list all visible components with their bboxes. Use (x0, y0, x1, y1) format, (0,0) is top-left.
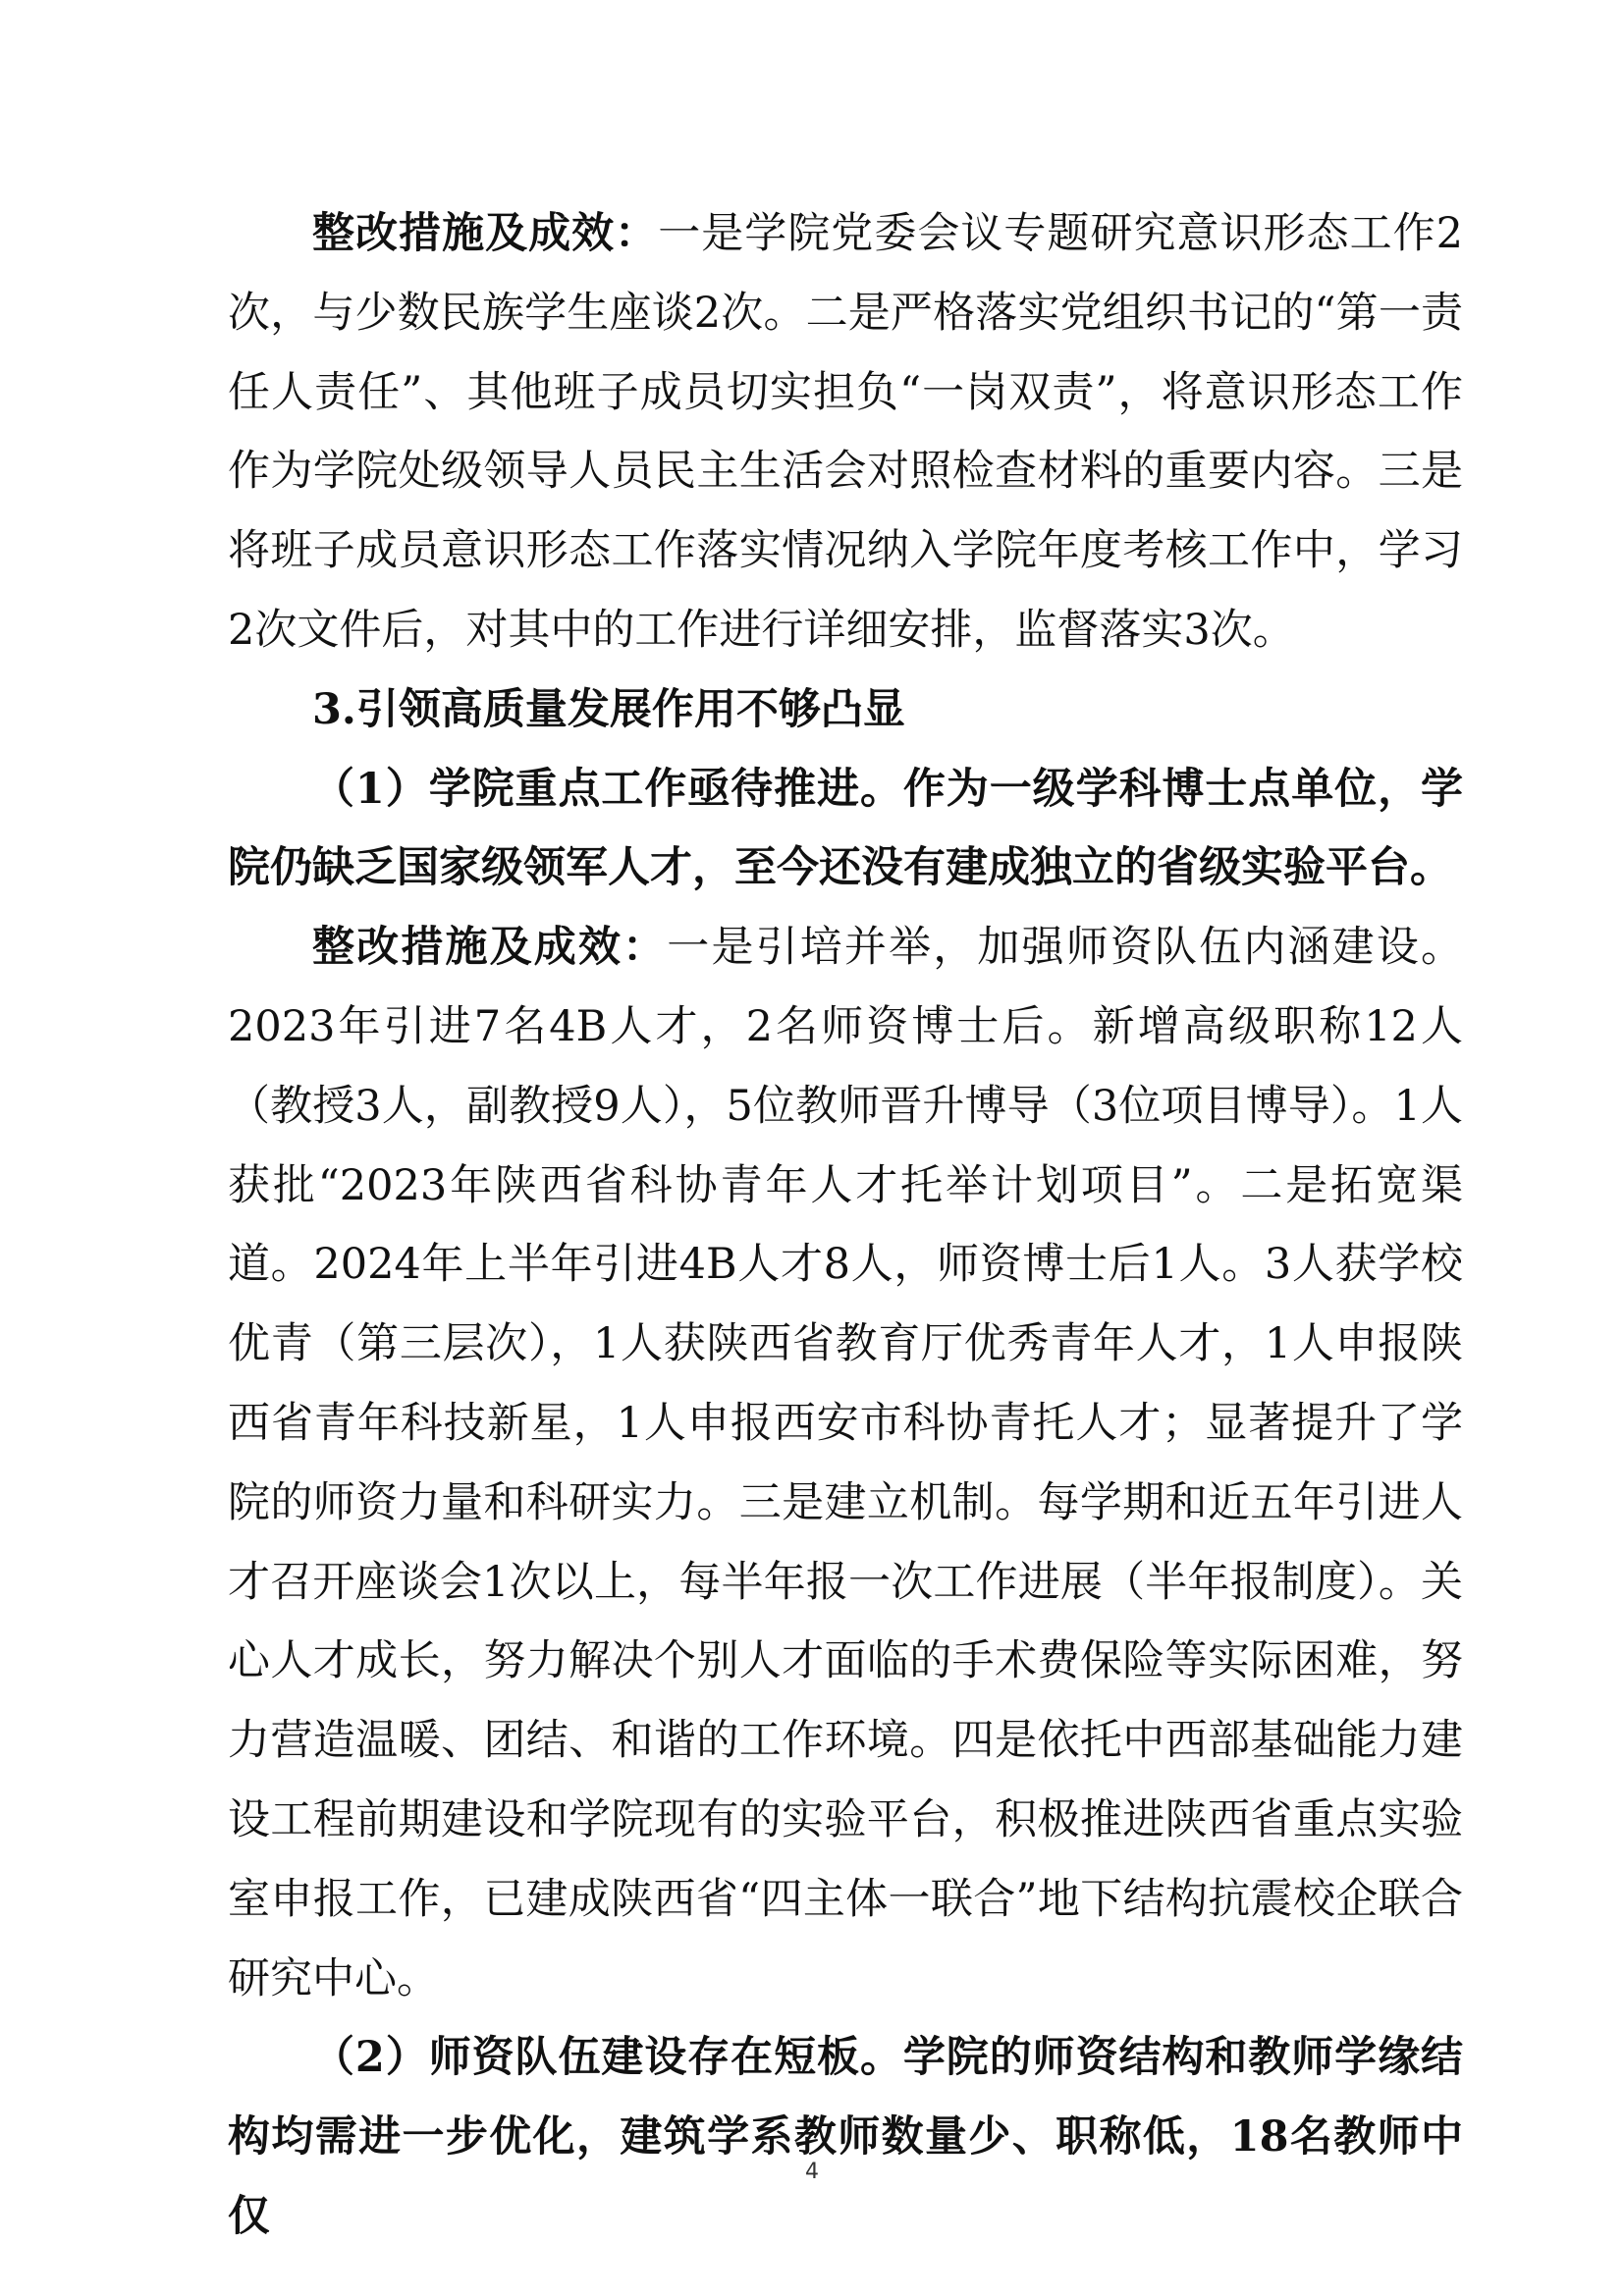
paragraph-measures-talent (228, 908, 1463, 2018)
issue-paragraph-2: （2）师资队伍建设存在短板。学院的师资结构和教师学缘结构均需进一步优化，建筑学系教师数量少、职称低，18名教师中仅 (228, 2033, 1463, 2241)
paragraph-lead: 整改措施及成效： (312, 209, 659, 258)
page-number: 4 (805, 2160, 819, 2184)
section-heading: 3.引领高质量发展作用不够凸显 (312, 684, 905, 734)
document-body (228, 194, 1463, 2257)
paragraph-measures-ideology (228, 194, 1463, 670)
paragraph-text: 一是学院党委会议专题研究意识形态工作2次，与少数民族学生座谈2次。二是严格落实党组织书记的“第一责任人责任”、其他班子成员切实担负“一岗双责”，将意识形态工作作为学院处级领导人员民主生活会对照检查材料的重要内容。三是将班子成员意识形态工作落实情况纳入学院年度考核工作中，学习2次文件后，对其中的工作进行详细安排，监督落实3次。 (228, 209, 1464, 655)
issue-paragraph-1: （1）学院重点工作亟待推进。作为一级学科博士点单位，学院仍缺乏国家级领军人才，至今还没有建成独立的省级实验平台。 (228, 764, 1463, 893)
paragraph-lead: 整改措施及成效： (312, 923, 668, 973)
paragraph-text: 一是引培并举，加强师资队伍内涵建设。2023年引进7名4B人才，2名师资博士后。新增高级职称12人（教授3人，副教授9人），5位教师晋升博导（3位项目博导）。1人获批“2023年陕西省科协青年人才托举计划项目”。二是拓宽渠道。2024年上半年引进4B人才8人，师资博士后1人。3人获学校优青（第三层次），1人获陕西省教育厅优秀青年人才，1人申报陕西省青年科技新星，1人申报西安市科协青托人才；显著提升了学院的师资力量和科研实力。三是建立机制。每学期和近五年引进人才召开座谈会1次以上，每半年报一次工作进展（半年报制度）。关心人才成长，努力解决个别人才面临的手术费保险等实际困难，努力营造温暖、团结、和谐的工作环境。四是依托中西部基础能力建设工程前期建设和学院现有的实验平台，积极推进陕西省重点实验室申报工作，已建成陕西省“四主体一联合”地下结构抗震校企联合研究中心。 (228, 923, 1464, 2003)
